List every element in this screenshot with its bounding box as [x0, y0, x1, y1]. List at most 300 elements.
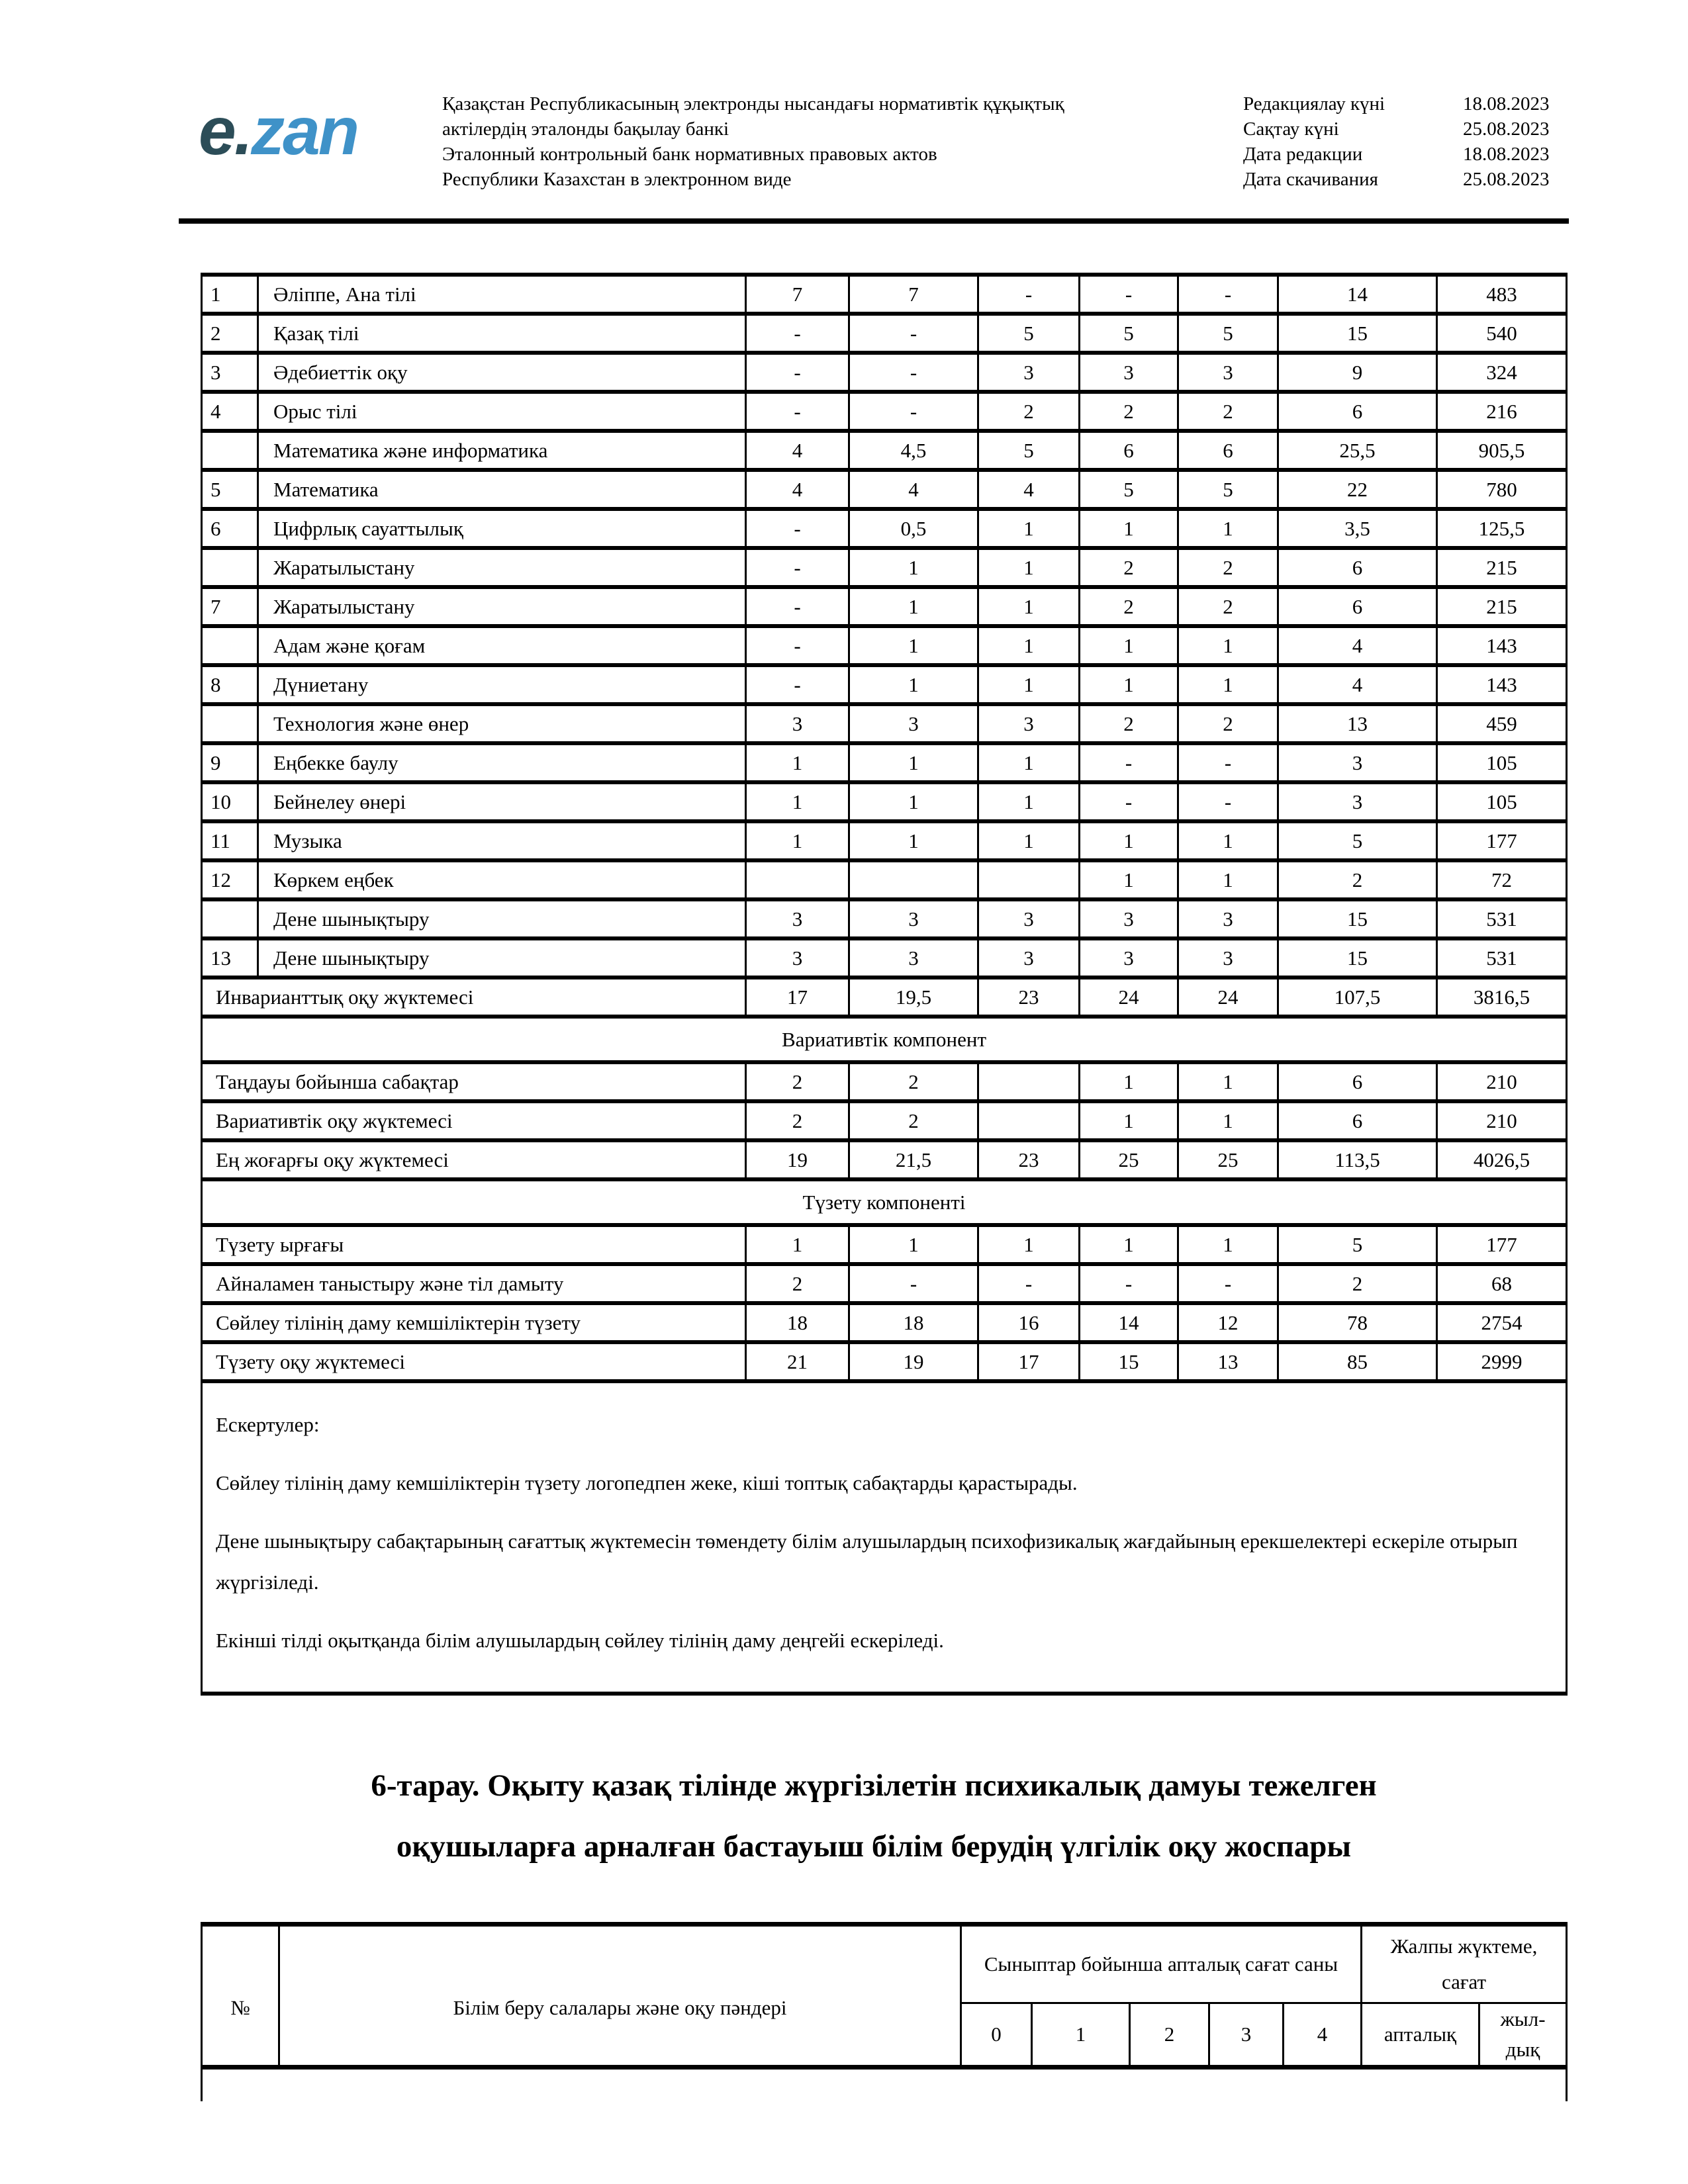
value-cell: 2	[849, 1062, 978, 1101]
class-col-header: 2	[1130, 2003, 1209, 2068]
table-row	[202, 392, 1567, 431]
value-cell: 1	[746, 782, 849, 821]
curriculum-table	[201, 273, 1568, 1696]
value-cell: 1	[1178, 626, 1278, 665]
next-curriculum-table	[201, 1922, 1568, 2101]
weekly-hours-group-header: Сыныптар бойынша апталық сағат саны	[961, 1925, 1362, 2003]
value-cell: 1	[978, 548, 1080, 587]
cut-off-row	[202, 2068, 1567, 2102]
value-cell: 5	[1278, 1225, 1437, 1264]
value-cell: 1	[1178, 1225, 1278, 1264]
chapter-heading	[179, 1755, 1569, 1877]
value-cell: -	[746, 392, 849, 431]
value-cell: 1	[1080, 821, 1178, 860]
value-cell: 3	[1278, 782, 1437, 821]
value-cell: 2	[1080, 704, 1178, 743]
value-cell: 3	[1080, 353, 1178, 392]
row-number-cell: 3	[202, 353, 258, 392]
value-cell: 125,5	[1437, 509, 1567, 548]
summary-label-cell: Сөйлеу тілінің даму кемшіліктерін түзету	[202, 1303, 746, 1342]
value-cell: 85	[1278, 1342, 1437, 1381]
subject-cell: Еңбекке баулу	[258, 743, 746, 782]
value-cell: 215	[1437, 587, 1567, 626]
value-cell: 3	[1178, 353, 1278, 392]
value-cell: 3	[978, 353, 1080, 392]
value-cell: 905,5	[1437, 431, 1567, 470]
value-cell: 7	[746, 275, 849, 314]
table-row	[202, 314, 1567, 353]
value-cell: 3	[1080, 899, 1178, 938]
value-cell	[978, 1062, 1080, 1101]
date-label: Дата скачивания	[1243, 169, 1378, 190]
value-cell: 24	[1178, 978, 1278, 1017]
value-cell: 1	[1080, 1101, 1178, 1140]
value-cell: 2	[849, 1101, 978, 1140]
summary-label-cell: Түзету ырғағы	[202, 1225, 746, 1264]
value-cell: 3	[746, 704, 849, 743]
value-cell: 2	[978, 392, 1080, 431]
value-cell: 531	[1437, 938, 1567, 978]
value-cell: 14	[1080, 1303, 1178, 1342]
value-cell: -	[1178, 743, 1278, 782]
subject-cell: Көркем еңбек	[258, 860, 746, 899]
section-header-cell: Түзету компоненті	[202, 1179, 1567, 1225]
value-cell: -	[746, 587, 849, 626]
date-value: 18.08.2023	[1463, 144, 1550, 165]
value-cell: 68	[1437, 1264, 1567, 1303]
date-row	[1243, 142, 1550, 167]
table-row	[202, 704, 1567, 743]
value-cell: 6	[1178, 431, 1278, 470]
value-cell: 780	[1437, 470, 1567, 509]
weekly-header: апталық	[1362, 2003, 1479, 2068]
value-cell: 3	[746, 899, 849, 938]
value-cell: -	[746, 509, 849, 548]
summary-label-cell: Инварианттық оқу жүктемесі	[202, 978, 746, 1017]
date-label: Дата редакции	[1243, 144, 1363, 165]
value-cell: 3	[849, 938, 978, 978]
value-cell: 2	[1178, 704, 1278, 743]
subject-cell: Дене шынықтыру	[258, 899, 746, 938]
row-number-cell: 9	[202, 743, 258, 782]
table-row	[202, 1101, 1567, 1140]
value-cell: 19	[849, 1342, 978, 1381]
value-cell: 483	[1437, 275, 1567, 314]
value-cell: 5	[1080, 470, 1178, 509]
value-cell: 1	[978, 626, 1080, 665]
value-cell: 3	[849, 899, 978, 938]
value-cell: 5	[1080, 314, 1178, 353]
value-cell	[978, 1101, 1080, 1140]
value-cell: 1	[1080, 626, 1178, 665]
row-number-cell: 5	[202, 470, 258, 509]
value-cell: 22	[1278, 470, 1437, 509]
value-cell: 1	[1178, 1062, 1278, 1101]
value-cell: 459	[1437, 704, 1567, 743]
value-cell: 1	[978, 821, 1080, 860]
value-cell: 1	[1178, 665, 1278, 704]
value-cell: 1	[1080, 509, 1178, 548]
value-cell: 25,5	[1278, 431, 1437, 470]
subject-cell: Математика және информатика	[258, 431, 746, 470]
org-line: Қазақстан Республикасының электронды нысандағы нормативтік құқықтық	[442, 93, 1064, 114]
ezan-logo	[199, 93, 358, 169]
value-cell: 4	[746, 431, 849, 470]
value-cell: 17	[978, 1342, 1080, 1381]
value-cell: 25	[1178, 1140, 1278, 1179]
subject-cell: Жаратылыстану	[258, 587, 746, 626]
subject-cell: Адам және қоғам	[258, 626, 746, 665]
subject-cell: Дене шынықтыру	[258, 938, 746, 978]
value-cell: 2	[1178, 587, 1278, 626]
value-cell: -	[978, 275, 1080, 314]
table-row	[202, 353, 1567, 392]
logo-part-blue: zan	[251, 93, 358, 169]
summary-label-cell: Ең жоғарғы оқу жүктемесі	[202, 1140, 746, 1179]
value-cell: 1	[849, 626, 978, 665]
row-number-cell	[202, 431, 258, 470]
table-row	[202, 548, 1567, 587]
value-cell: 0,5	[849, 509, 978, 548]
value-cell: 4	[1278, 665, 1437, 704]
value-cell: 18	[849, 1303, 978, 1342]
value-cell: -	[1080, 743, 1178, 782]
value-cell: 215	[1437, 548, 1567, 587]
value-cell: -	[746, 665, 849, 704]
value-cell: 78	[1278, 1303, 1437, 1342]
value-cell: 1	[1080, 860, 1178, 899]
value-cell: 5	[978, 431, 1080, 470]
value-cell: 2	[1080, 392, 1178, 431]
subject-cell: Қазақ тілі	[258, 314, 746, 353]
row-number-cell: 11	[202, 821, 258, 860]
row-number-cell: 8	[202, 665, 258, 704]
summary-label-cell: Вариативтік оқу жүктемесі	[202, 1101, 746, 1140]
value-cell: 6	[1278, 1101, 1437, 1140]
row-number-cell: 13	[202, 938, 258, 978]
value-cell: 143	[1437, 665, 1567, 704]
table-row	[202, 275, 1567, 314]
date-list	[1243, 91, 1550, 192]
value-cell: 16	[978, 1303, 1080, 1342]
value-cell: 3	[1080, 938, 1178, 978]
value-cell: 2	[1178, 548, 1278, 587]
org-line: актілердің эталонды бақылау банкі	[442, 118, 729, 140]
table-row	[202, 1140, 1567, 1179]
value-cell: 2	[1278, 1264, 1437, 1303]
subject-cell: Орыс тілі	[258, 392, 746, 431]
value-cell: 4	[746, 470, 849, 509]
value-cell: 1	[978, 665, 1080, 704]
value-cell: 210	[1437, 1101, 1567, 1140]
value-cell: 1	[978, 1225, 1080, 1264]
section-header-cell: Вариативтік компонент	[202, 1017, 1567, 1062]
class-col-header: 0	[961, 2003, 1032, 2068]
value-cell: 72	[1437, 860, 1567, 899]
date-row	[1243, 91, 1550, 116]
table-row	[202, 665, 1567, 704]
subject-cell: Әдебиеттік оқу	[258, 353, 746, 392]
table-row	[202, 431, 1567, 470]
subjects-column-header: Білім беру салалары және оқу пәндері	[279, 1925, 961, 2068]
value-cell: 9	[1278, 353, 1437, 392]
yearly-header: жыл-дық	[1479, 2003, 1567, 2068]
row-number-cell: 7	[202, 587, 258, 626]
value-cell: 1	[978, 743, 1080, 782]
value-cell: 143	[1437, 626, 1567, 665]
value-cell: 1	[849, 665, 978, 704]
value-cell: 7	[849, 275, 978, 314]
header-divider	[179, 218, 1569, 224]
table-row	[202, 587, 1567, 626]
value-cell: 12	[1178, 1303, 1278, 1342]
subject-cell: Жаратылыстану	[258, 548, 746, 587]
class-col-header: 3	[1209, 2003, 1284, 2068]
number-column-header: №	[202, 1925, 279, 2068]
value-cell: 1	[746, 743, 849, 782]
row-number-cell	[202, 899, 258, 938]
value-cell: 3	[849, 704, 978, 743]
total-load-group-header: Жалпы жүктеме, сағат	[1362, 1925, 1567, 2003]
date-label: Сақтау күні	[1243, 118, 1339, 140]
table-row	[202, 743, 1567, 782]
value-cell: 5	[978, 314, 1080, 353]
value-cell: 216	[1437, 392, 1567, 431]
value-cell: 1	[1178, 860, 1278, 899]
row-number-cell: 6	[202, 509, 258, 548]
value-cell: 177	[1437, 821, 1567, 860]
value-cell: 6	[1278, 548, 1437, 587]
value-cell: 19,5	[849, 978, 978, 1017]
value-cell: 13	[1278, 704, 1437, 743]
value-cell: 1	[978, 509, 1080, 548]
value-cell: 1	[1178, 1101, 1278, 1140]
value-cell: 15	[1278, 899, 1437, 938]
value-cell: 2	[746, 1264, 849, 1303]
table-row	[202, 626, 1567, 665]
value-cell: 2999	[1437, 1342, 1567, 1381]
value-cell: 2	[746, 1062, 849, 1101]
value-cell: 3	[978, 704, 1080, 743]
value-cell: 2	[1080, 548, 1178, 587]
value-cell: 177	[1437, 1225, 1567, 1264]
cut-off-cell	[202, 2068, 1567, 2102]
value-cell: 2754	[1437, 1303, 1567, 1342]
summary-label-cell: Түзету оқу жүктемесі	[202, 1342, 746, 1381]
value-cell: 18	[746, 1303, 849, 1342]
value-cell: 105	[1437, 782, 1567, 821]
table-row	[202, 938, 1567, 978]
row-number-cell: 2	[202, 314, 258, 353]
logo-part-dark: e.	[199, 93, 252, 169]
value-cell: 6	[1278, 587, 1437, 626]
row-number-cell	[202, 548, 258, 587]
value-cell: 1	[849, 743, 978, 782]
value-cell: 1	[978, 587, 1080, 626]
value-cell: 14	[1278, 275, 1437, 314]
value-cell: 3	[978, 938, 1080, 978]
class-col-header: 4	[1284, 2003, 1362, 2068]
summary-label-cell: Таңдауы бойынша сабақтар	[202, 1062, 746, 1101]
value-cell: -	[1178, 782, 1278, 821]
value-cell: 2	[1178, 392, 1278, 431]
table-row	[202, 509, 1567, 548]
value-cell: 540	[1437, 314, 1567, 353]
org-line: Республики Казахстан в электронном виде	[442, 169, 792, 190]
value-cell: 3,5	[1278, 509, 1437, 548]
date-label: Редакциялау күні	[1243, 93, 1385, 114]
value-cell: 4,5	[849, 431, 978, 470]
value-cell: 21	[746, 1342, 849, 1381]
value-cell: 6	[1080, 431, 1178, 470]
value-cell: 3	[1178, 938, 1278, 978]
value-cell: 6	[1278, 1062, 1437, 1101]
value-cell: 6	[1278, 392, 1437, 431]
value-cell: -	[746, 353, 849, 392]
table-row	[202, 1062, 1567, 1101]
value-cell: 3	[1278, 743, 1437, 782]
value-cell: -	[746, 626, 849, 665]
notes-row	[202, 1381, 1567, 1694]
value-cell: -	[849, 392, 978, 431]
value-cell: 1	[1080, 1062, 1178, 1101]
value-cell: 17	[746, 978, 849, 1017]
subject-cell: Технология және өнер	[258, 704, 746, 743]
value-cell: 1	[849, 1225, 978, 1264]
table-row	[202, 860, 1567, 899]
row-number-cell: 4	[202, 392, 258, 431]
value-cell: -	[1178, 1264, 1278, 1303]
value-cell: 210	[1437, 1062, 1567, 1101]
value-cell: 25	[1080, 1140, 1178, 1179]
value-cell: -	[746, 548, 849, 587]
value-cell: -	[978, 1264, 1080, 1303]
curriculum-table-body	[202, 275, 1567, 1694]
value-cell: 1	[1178, 509, 1278, 548]
value-cell: 5	[1178, 314, 1278, 353]
value-cell: 3	[1178, 899, 1278, 938]
subject-cell: Музыка	[258, 821, 746, 860]
value-cell: 23	[978, 978, 1080, 1017]
value-cell: 1	[746, 1225, 849, 1264]
value-cell: 1	[849, 782, 978, 821]
value-cell: -	[849, 353, 978, 392]
table-row	[202, 1225, 1567, 1264]
value-cell: 3816,5	[1437, 978, 1567, 1017]
table-row	[202, 1179, 1567, 1225]
table2-group-header-row	[202, 1925, 1567, 2003]
value-cell: 23	[978, 1140, 1080, 1179]
value-cell: 113,5	[1278, 1140, 1437, 1179]
row-number-cell: 10	[202, 782, 258, 821]
table-row	[202, 1342, 1567, 1381]
value-cell: 1	[1080, 1225, 1178, 1264]
value-cell: 5	[1178, 470, 1278, 509]
subject-cell: Цифрлық сауаттылық	[258, 509, 746, 548]
table-row	[202, 1264, 1567, 1303]
value-cell: -	[1080, 1264, 1178, 1303]
value-cell: 13	[1178, 1342, 1278, 1381]
value-cell: 4	[849, 470, 978, 509]
value-cell: 4	[1278, 626, 1437, 665]
subject-cell: Дүниетану	[258, 665, 746, 704]
note-paragraph: Екінші тілді оқытқанда білім алушылардың сөйлеу тілінің даму деңгейі ескеріледі.	[216, 1629, 944, 1652]
table-row	[202, 782, 1567, 821]
table-row	[202, 899, 1567, 938]
row-number-cell	[202, 626, 258, 665]
value-cell: 15	[1080, 1342, 1178, 1381]
notes-cell	[202, 1381, 1567, 1694]
org-description	[442, 91, 1223, 192]
notes-title: Ескертулер:	[216, 1413, 320, 1436]
value-cell: 1	[849, 548, 978, 587]
date-value: 25.08.2023	[1463, 169, 1550, 190]
value-cell: 2	[1278, 860, 1437, 899]
date-value: 25.08.2023	[1463, 118, 1550, 140]
subject-cell: Математика	[258, 470, 746, 509]
value-cell: 324	[1437, 353, 1567, 392]
value-cell	[746, 860, 849, 899]
value-cell: 21,5	[849, 1140, 978, 1179]
note-paragraph: Дене шынықтыру сабақтарының сағаттық жүктемесін төмендету білім алушылардың психофизикалық жағдайының ерекшелектері ескеріле отырып жүргізіледі.	[216, 1529, 1518, 1594]
value-cell: -	[746, 314, 849, 353]
value-cell: 2	[746, 1101, 849, 1140]
value-cell: 1	[849, 587, 978, 626]
value-cell: 107,5	[1278, 978, 1437, 1017]
value-cell: 3	[746, 938, 849, 978]
value-cell: -	[1080, 275, 1178, 314]
value-cell: 1	[1080, 665, 1178, 704]
date-row	[1243, 116, 1550, 142]
row-number-cell: 1	[202, 275, 258, 314]
value-cell	[978, 860, 1080, 899]
value-cell: 1	[978, 782, 1080, 821]
value-cell: 24	[1080, 978, 1178, 1017]
table-row	[202, 821, 1567, 860]
value-cell: 531	[1437, 899, 1567, 938]
value-cell: 5	[1278, 821, 1437, 860]
value-cell: 15	[1278, 938, 1437, 978]
org-line: Эталонный контрольный банк нормативных правовых актов	[442, 144, 937, 165]
value-cell: 15	[1278, 314, 1437, 353]
table-row	[202, 1017, 1567, 1062]
subject-cell: Бейнелеу өнері	[258, 782, 746, 821]
value-cell: -	[1178, 275, 1278, 314]
value-cell: -	[849, 1264, 978, 1303]
note-paragraph: Сөйлеу тілінің даму кемшіліктерін түзету логопедпен жеке, кіші топтық сабақтарды қарастырады.	[216, 1471, 1078, 1494]
value-cell: 1	[1178, 821, 1278, 860]
row-number-cell: 12	[202, 860, 258, 899]
table-row	[202, 470, 1567, 509]
row-number-cell	[202, 704, 258, 743]
value-cell: 4	[978, 470, 1080, 509]
class-col-header: 1	[1032, 2003, 1130, 2068]
value-cell: 1	[746, 821, 849, 860]
value-cell: -	[1080, 782, 1178, 821]
value-cell: -	[849, 314, 978, 353]
date-value: 18.08.2023	[1463, 93, 1550, 114]
value-cell: 1	[849, 821, 978, 860]
value-cell: 105	[1437, 743, 1567, 782]
subject-cell: Әліппе, Ана тілі	[258, 275, 746, 314]
table-row	[202, 978, 1567, 1017]
summary-label-cell: Айналамен таныстыру және тіл дамыту	[202, 1264, 746, 1303]
chapter-heading-line1: 6-тарау. Оқыту қазақ тілінде жүргізілетін психикалық дамуы тежелген	[371, 1768, 1377, 1803]
value-cell	[849, 860, 978, 899]
chapter-heading-line2: оқушыларға арналған бастауыш білім берудің үлгілік оқу жоспары	[396, 1829, 1352, 1864]
value-cell: 2	[1080, 587, 1178, 626]
date-row	[1243, 167, 1550, 192]
